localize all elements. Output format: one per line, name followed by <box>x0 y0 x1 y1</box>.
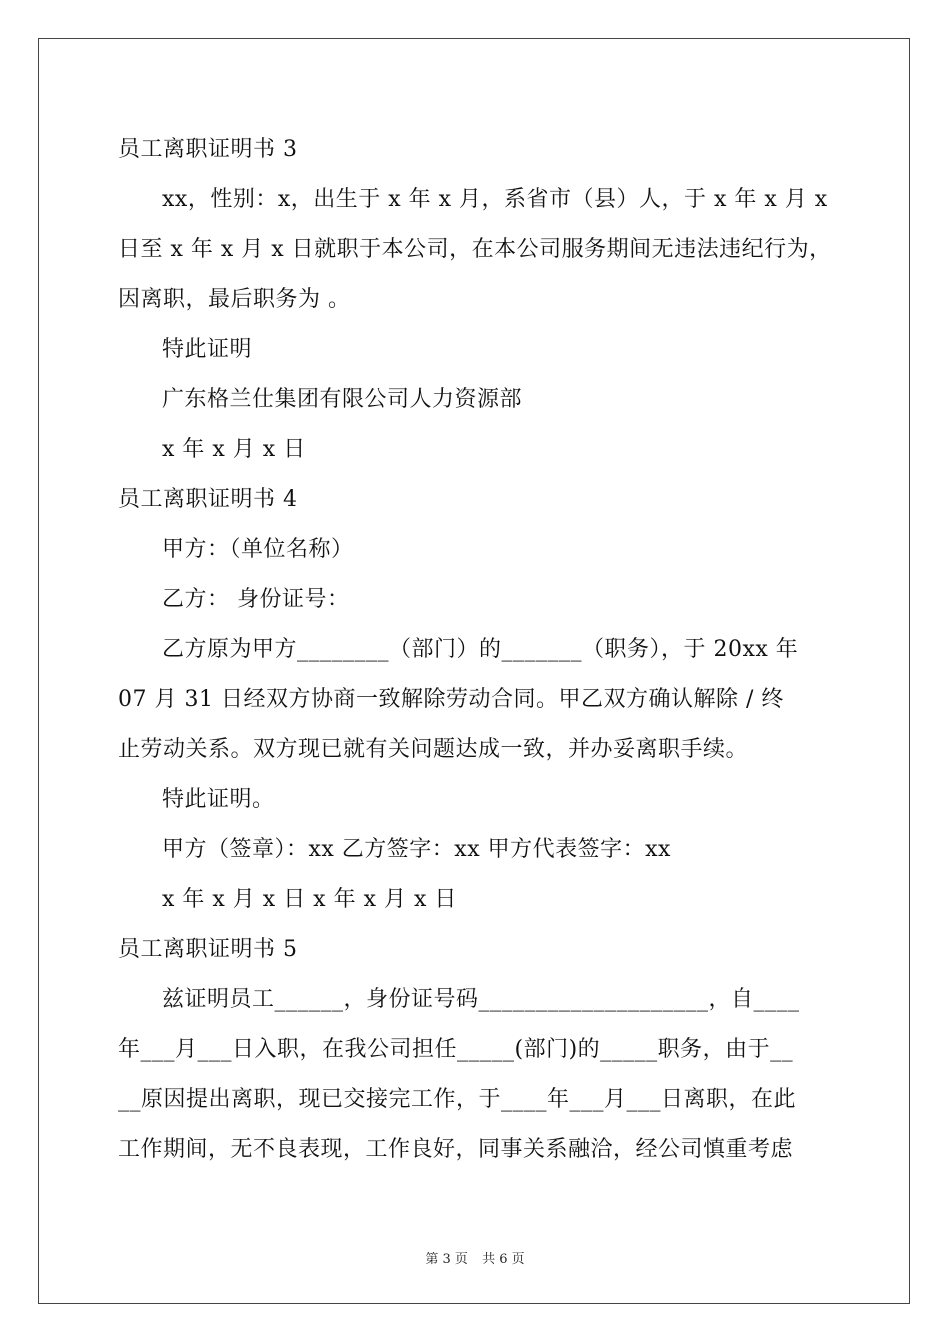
paragraph-line: 兹证明员工______，身份证号码____________________，自____ <box>162 987 800 1012</box>
page-total: 共 6 页 <box>482 1252 525 1267</box>
paragraph-line: __原因提出离职，现已交接完工作，于____年___月___日离职，在此 <box>118 1087 797 1112</box>
paragraph-line: 因离职，最后职务为 。 <box>118 287 351 312</box>
section-heading: 员工离职证明书 4 <box>118 487 298 512</box>
paragraph-line: 日至 x 年 x 月 x 日就职于本公司，在本公司服务期间无违法违纪行为， <box>118 237 832 262</box>
certify-text: 特此证明。 <box>162 787 275 812</box>
paragraph-line: 07 月 31 日经双方协商一致解除劳动合同。甲乙双方确认解除 / 终 <box>118 687 784 712</box>
section-heading: 员工离职证明书 3 <box>118 137 298 162</box>
signature-line: 甲方（签章）：xx 乙方签字：xx 甲方代表签字：xx <box>162 837 671 862</box>
paragraph-line: 乙方原为甲方________（部门）的_______（职务），于 20xx 年 <box>162 637 799 662</box>
party-a-line: 甲方：（单位名称） <box>162 537 354 562</box>
paragraph-line: 止劳动关系。双方现已就有关问题达成一致，并办妥离职手续。 <box>118 737 749 762</box>
page-border <box>38 38 910 1304</box>
paragraph-line: 年___月___日入职，在我公司担任_____(部门)的_____职务，由于__ <box>118 1037 794 1062</box>
date-line: x 年 x 月 x 日 <box>162 437 306 462</box>
page-footer <box>0 1248 950 1267</box>
page-number: 第 3 页 <box>425 1252 468 1267</box>
issuer-name: 广东格兰仕集团有限公司人力资源部 <box>162 387 523 412</box>
paragraph-line: xx，性别：x，出生于 x 年 x 月，系省市（县）人，于 x 年 x 月 x <box>162 187 828 212</box>
section-heading: 员工离职证明书 5 <box>118 937 298 962</box>
party-b-line: 乙方： 身份证号： <box>162 587 350 612</box>
date-line: x 年 x 月 x 日 x 年 x 月 x 日 <box>162 887 457 912</box>
certify-text: 特此证明 <box>162 337 253 362</box>
paragraph-line: 工作期间，无不良表现，工作良好，同事关系融洽，经公司慎重考虑 <box>118 1137 794 1162</box>
